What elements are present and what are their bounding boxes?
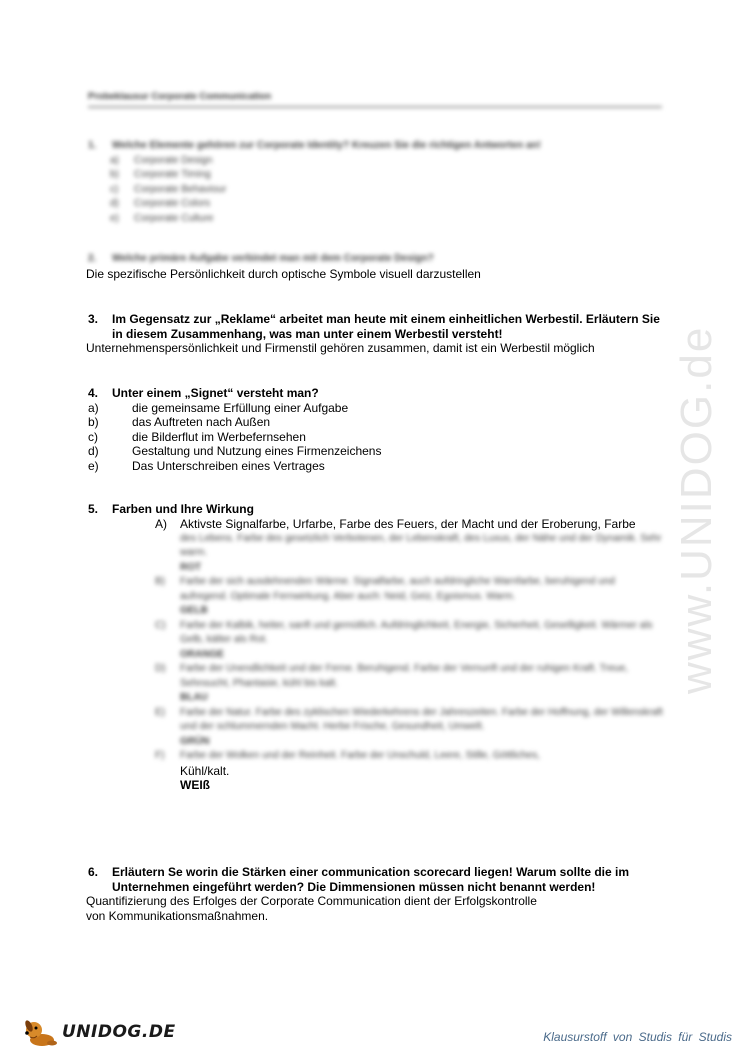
- question-3-answer: Unternehmenspersönlichkeit und Firmenstil gehören zusammen, damit ist ein Werbestil möglich: [86, 341, 595, 355]
- question-5-text: Farben und Ihre Wirkung: [112, 502, 254, 516]
- question-5-number: 5.: [88, 502, 99, 516]
- option-text: Corporate Timing: [134, 169, 211, 180]
- color-item-text-continued: Kühl/kalt.: [180, 763, 230, 778]
- color-item: [155, 575, 665, 604]
- question-6-text: Erläutern Se worin die Stärken einer communication scorecard liegen! Warum sollte die im Unternehmen eingeführt werden? Die Dimmensionen müssen nicht benannt werden!: [112, 865, 630, 894]
- color-name: ORANGE: [180, 648, 224, 660]
- dog-mascot-icon: [22, 1016, 60, 1048]
- color-item: [155, 749, 665, 778]
- question-5: [88, 502, 663, 517]
- option-letter: d): [88, 444, 99, 458]
- document-header: Probeklausur Corporate Communication: [88, 91, 662, 108]
- question-1-number: 1.: [88, 140, 97, 151]
- question-6: [88, 865, 663, 923]
- option-text: Corporate Design: [134, 154, 213, 166]
- color-name: GELB: [180, 605, 208, 616]
- question-6-answer: Quantifizierung des Erfolges der Corporate Communication dient der Erfolgskontrolle von Kommunikationsmaßnahmen.: [86, 894, 537, 923]
- question-3: [88, 312, 663, 356]
- option-letter: b): [110, 169, 119, 180]
- option-letter: a): [88, 400, 99, 415]
- color-item-text: Farbe der Wolken und der Reinheit. Farbe der Unschuld, Leere, Stille, Göttliches,: [180, 750, 540, 761]
- option-letter: c): [88, 429, 98, 444]
- color-name: WEIß: [180, 778, 210, 792]
- question-6-number: 6.: [88, 865, 99, 879]
- color-item-text: Aktivste Signalfarbe, Urfarbe, Farbe des Feuers, der Macht und der Eroberung, Farbe: [180, 517, 636, 531]
- color-name: BLAU: [180, 692, 208, 703]
- question-2-number: 2.: [88, 253, 97, 264]
- question-2: [88, 252, 663, 281]
- option-text: Gestaltung und Nutzung eines Firmenzeichens: [132, 444, 382, 458]
- option-text: Das Unterschreiben eines Vertrages: [132, 458, 325, 473]
- question-1-text: Welche Elemente gehören zur Corporate Identity? Kreuzen Sie die richtigen Antworten an!: [112, 140, 541, 151]
- question-2-text: Welche primäre Aufgabe verbindet man mit dem Corporate Design?: [112, 253, 434, 264]
- option-text: Corporate Behaviour: [134, 183, 227, 195]
- option-letter: d): [110, 198, 119, 209]
- color-item: [155, 517, 665, 561]
- option-text: die Bilderflut im Werbefernsehen: [132, 429, 306, 444]
- option-letter: e): [110, 212, 119, 224]
- option-letter: c): [110, 183, 119, 195]
- color-item-letter: D): [155, 663, 166, 674]
- color-item-letter: C): [155, 619, 166, 631]
- logo-text: UNIDOG.DE: [62, 1022, 176, 1042]
- color-item-letter: A): [155, 517, 167, 531]
- footer-tagline: Klausurstoff von Studis für Studis: [543, 1030, 732, 1044]
- color-item: [155, 619, 665, 648]
- option-text: Corporate Colors: [134, 198, 211, 209]
- color-item: [155, 662, 665, 691]
- question-3-text: Im Gegensatz zur „Reklame“ arbeitet man heute mit einem einheitlichen Werbestil. Erläutern Sie in diesem Zusammenhang, was man unter einem Werbestil versteht!: [112, 312, 660, 341]
- question-3-number: 3.: [88, 312, 99, 326]
- color-item-letter: F): [155, 750, 165, 761]
- color-list: [155, 517, 665, 793]
- color-item-letter: E): [155, 706, 165, 718]
- option-letter: e): [88, 458, 99, 473]
- color-item: [155, 706, 665, 735]
- color-item-text: Farbe der Natur. Farbe des zyklischen Wiederkehrens der Jahreszeiten. Farbe der Hoffnung, der Willenskraft und der schlummernden Macht. Herbe Frische, Gesundheit, Umwelt.: [180, 706, 663, 732]
- question-1: [88, 139, 663, 226]
- color-name: ROT: [180, 561, 202, 573]
- color-item-text-continued: des Lebens. Farbe des gesetzlich Verbotenen, der Lebenskraft, des Luxus, der Nähe und der Dynamik. Sehr warm.: [180, 532, 662, 558]
- option-letter: a): [110, 154, 119, 166]
- question-2-answer: Die spezifische Persönlichkeit durch optische Symbole visuell darzustellen: [86, 266, 481, 281]
- color-name: GRÜN: [180, 735, 210, 747]
- unidog-logo: [22, 1016, 176, 1048]
- option-letter: b): [88, 415, 99, 429]
- option-text: das Auftreten nach Außen: [132, 415, 271, 429]
- option-text: Corporate Culture: [134, 212, 214, 224]
- color-item-text: Farbe der Unendlichkeit und der Ferne. Beruhigend. Farbe der Vernunft und der ruhigen Kraft. Treue, Sehnsucht, Phantasie, kühl bis kalt.: [180, 663, 629, 689]
- option-text: die gemeinsame Erfüllung einer Aufgabe: [132, 400, 349, 415]
- question-4: [88, 386, 663, 473]
- watermark: www.UNIDOG.de: [672, 325, 721, 695]
- color-item-letter: B): [155, 576, 165, 587]
- color-item-text: Farbe der sich ausdehnenden Wärme. Signalfarbe, auch aufdringliche Warnfarbe, beruhigend und aufregend. Optimale Fernwirkung. Aber auch: Neid, Geiz, Egoismus. Warm.: [180, 576, 615, 602]
- question-4-text: Unter einem „Signet“ versteht man?: [112, 386, 319, 400]
- question-4-number: 4.: [88, 386, 99, 400]
- color-item-text: Farbe der Kalbik, heiter, sanft und gemütlich. Aufdringlichkeit, Energie, Sicherheit, Geselligkeit. Wärmer als Gelb, kälter als Rot.: [180, 619, 653, 645]
